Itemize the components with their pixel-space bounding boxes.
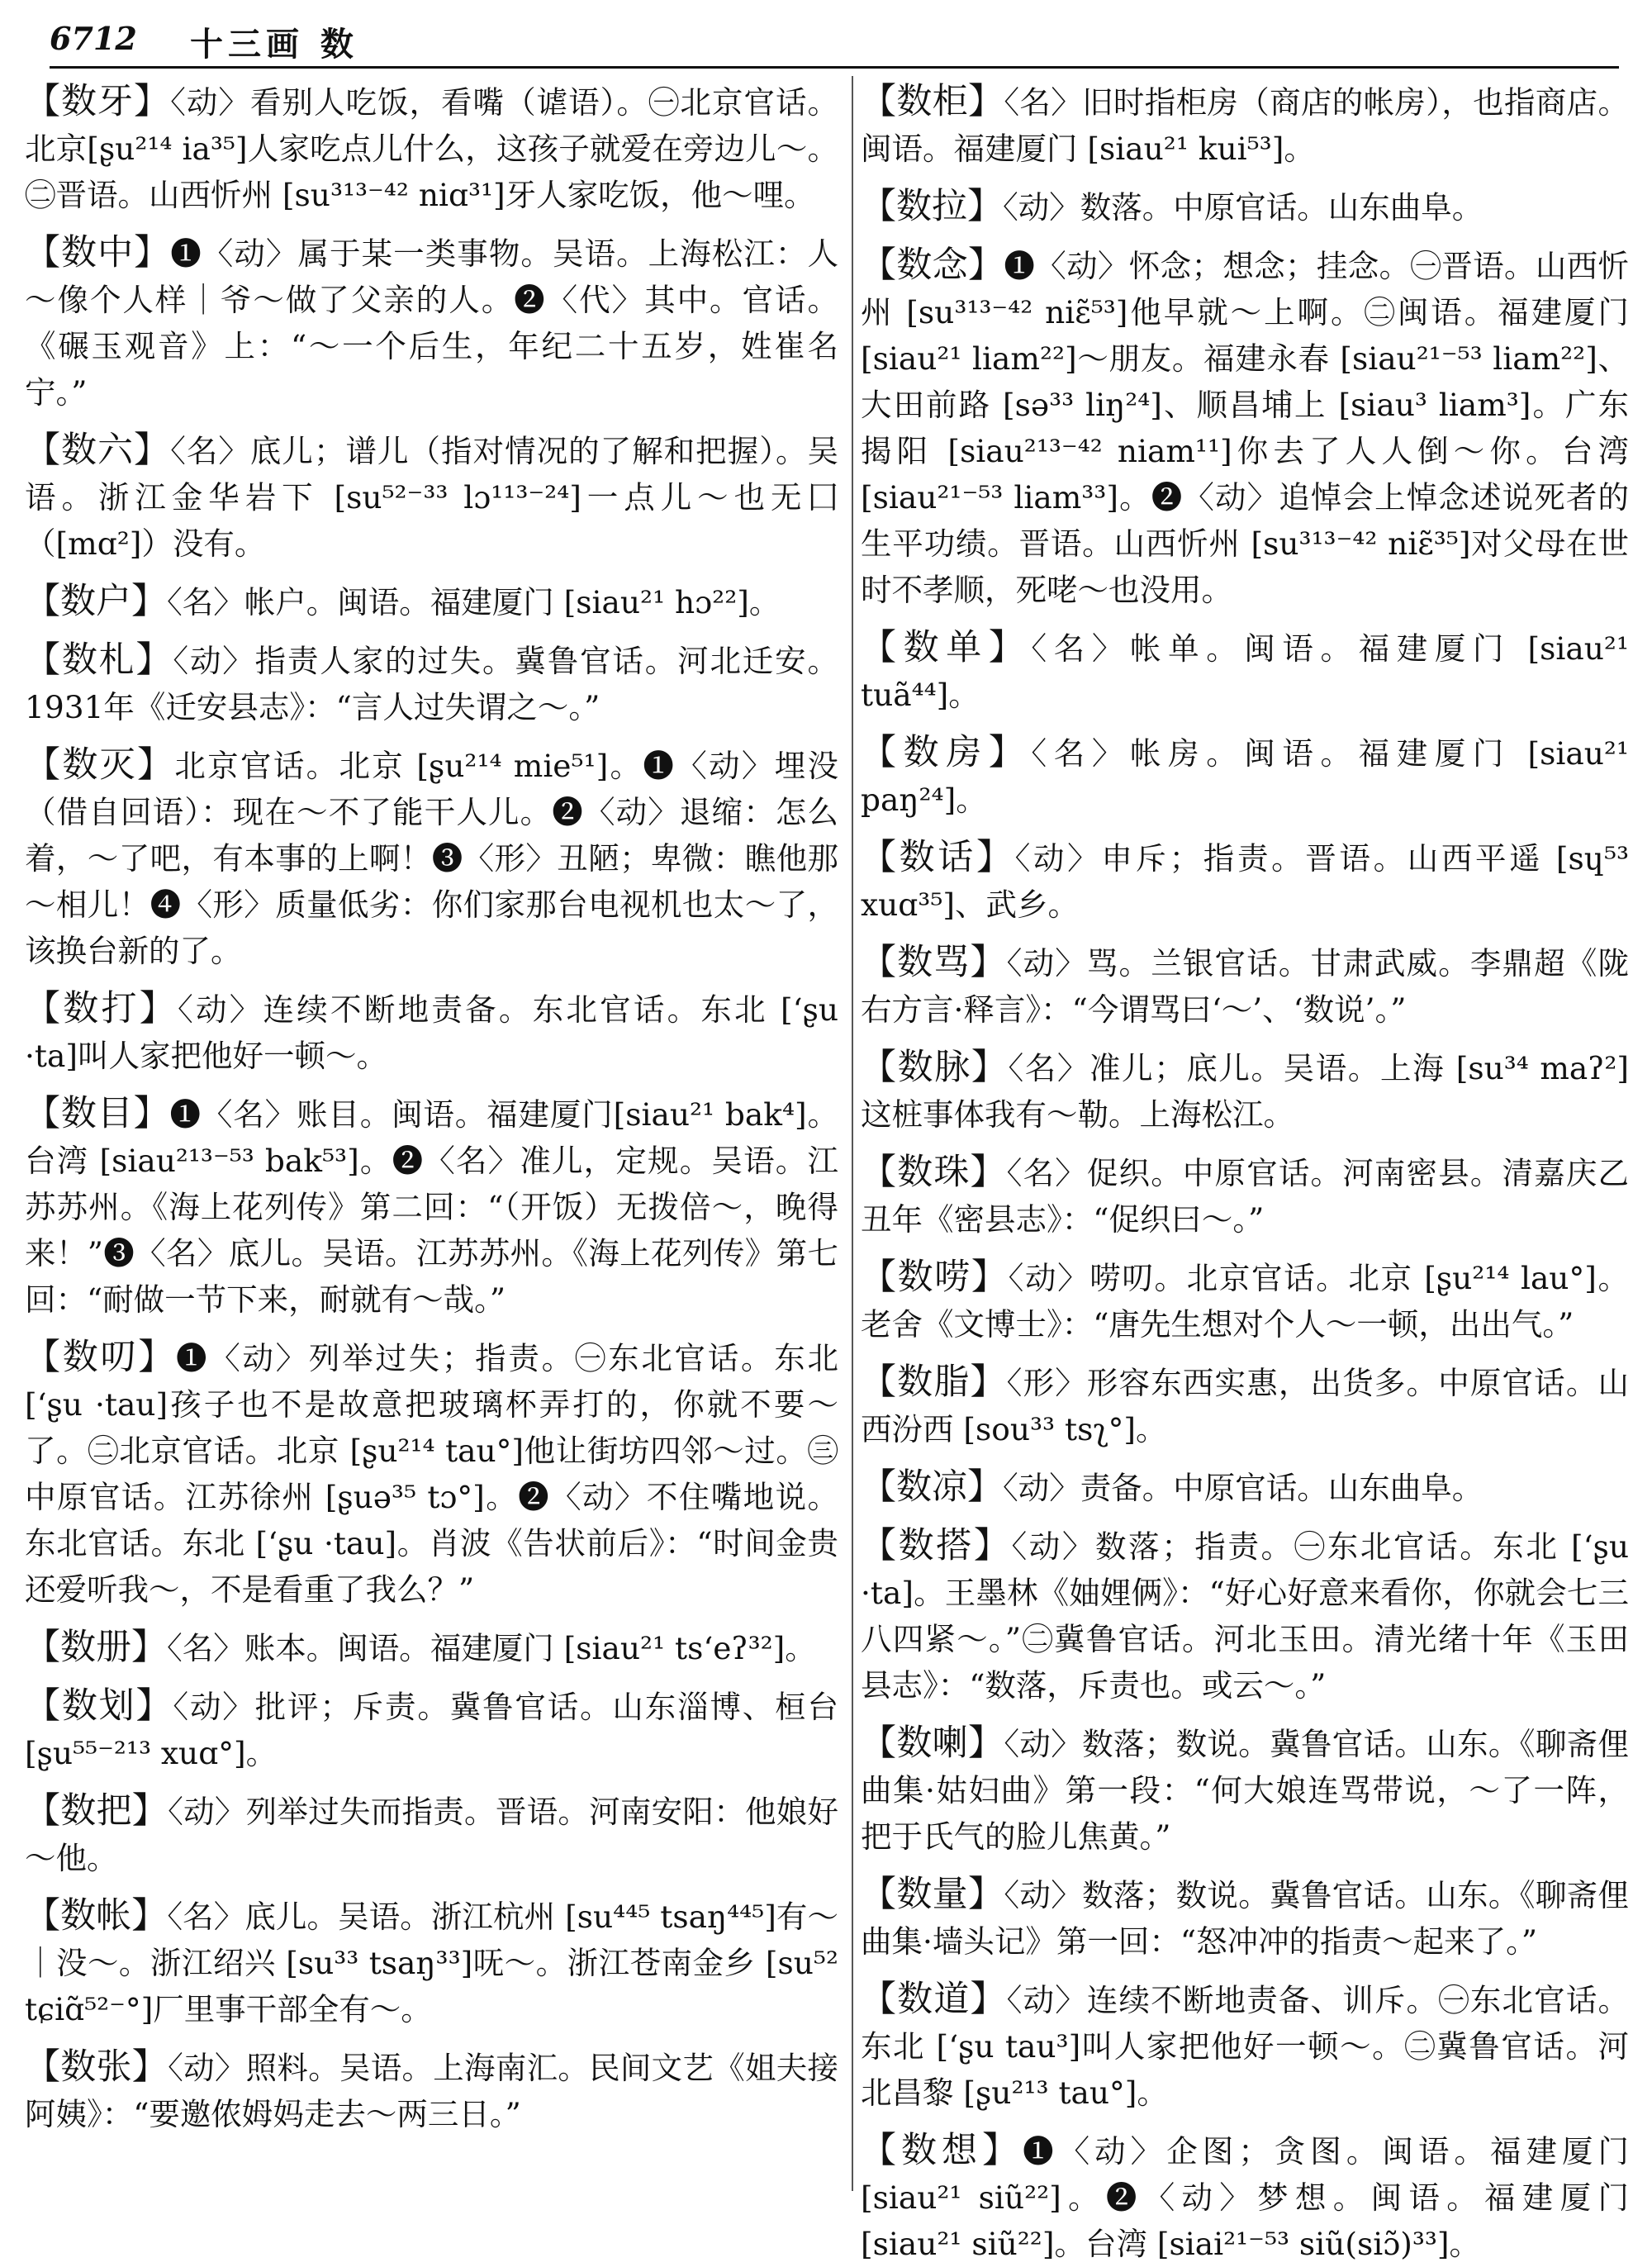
entry-definition: 〈名〉促织。中原官话。河南密县。清嘉庆乙丑年《密县志》：“促织曰～。” bbox=[861, 1155, 1630, 1238]
entry-headword: 【数念】 bbox=[861, 245, 1004, 286]
entry-definition: 〈名〉帐单。闽语。福建厦门 [siau²¹ tuã⁴⁴]。 bbox=[861, 630, 1629, 713]
entry-headword: 【数中】 bbox=[25, 232, 171, 273]
entry-definition: 〈动〉数落。中原官话。山东曲阜。 bbox=[1003, 189, 1483, 226]
column-divider bbox=[852, 76, 853, 2191]
section-title: 十三画 数 bbox=[190, 25, 358, 64]
page-header bbox=[50, 15, 1619, 69]
dictionary-entry bbox=[25, 986, 838, 1079]
entry-headword: 【数划】 bbox=[25, 1685, 173, 1727]
dictionary-entry bbox=[861, 1254, 1629, 1347]
dictionary-entry bbox=[25, 1091, 838, 1323]
entry-headword: 【数脂】 bbox=[861, 1362, 1007, 1403]
dictionary-entry bbox=[861, 1976, 1629, 2116]
dictionary-entry bbox=[861, 242, 1629, 613]
page-number: 6712 bbox=[50, 20, 137, 57]
dictionary-entry bbox=[25, 78, 838, 218]
entry-definition: 〈名〉底儿。吴语。浙江杭州 [su⁴⁴⁵ tsaŋ⁴⁴⁵]有～｜没～。浙江绍兴 [su³³ tsaŋ³³]呒～。浙江苍南金乡 [su⁵² tɕiɑ̃⁵²⁻°]厂里事干部全有～。 bbox=[25, 1899, 838, 2027]
entry-headword: 【数单】 bbox=[861, 627, 1032, 668]
entry-definition: 〈动〉数落；指责。㊀东北官话。东北 [ʻʂu ·ta]。王墨林《妯娌俩》：“好心好意来看你，你就会七三八四紧～。”㊁冀鲁官话。河北玉田。清光绪十年《玉田县志》：“数落，斥责也。或云～。” bbox=[861, 1528, 1629, 1704]
dictionary-entry bbox=[25, 230, 838, 416]
entry-headword: 【数册】 bbox=[25, 1627, 167, 1668]
entry-headword: 【数量】 bbox=[861, 1874, 1004, 1915]
dictionary-entry bbox=[861, 1871, 1629, 1965]
right-column bbox=[861, 78, 1630, 2262]
entry-definition: 〈动〉骂。兰银官话。甘肃武威。李鼎超《陇右方言·释言》：“今谓骂曰‘～’、‘数说’。” bbox=[861, 945, 1630, 1028]
entry-definition: 〈名〉帐房。闽语。福建厦门 [siau²¹ paŋ²⁴]。 bbox=[861, 735, 1629, 818]
entry-headword: 【数把】 bbox=[25, 1790, 169, 1832]
dictionary-entry bbox=[25, 1683, 838, 1776]
entry-definition: ❶〈名〉账目。闽语。福建厦门[siau²¹ bak⁴]。台湾 [siau²¹³⁻⁵³ bak⁵³]。❷〈名〉准儿，定规。吴语。江苏苏州。《海上花列传》第二回：“（开饭）无拨倍～，晚得来！”❸〈名〉底儿。吴语。江苏苏州。《海上花列传》第七回：“耐做一节下来，耐就有～哉。” bbox=[25, 1096, 838, 1318]
entry-headword: 【数灭】 bbox=[25, 744, 175, 786]
entry-definition: 〈动〉批评；斥责。冀鲁官话。山东淄博、桓台 [ʂu⁵⁵⁻²¹³ xuɑ°]。 bbox=[25, 1689, 838, 1771]
entry-definition: ❶〈动〉属于某一类事物。吴语。上海松江：人～像个人样｜爷～做了父亲的人。❷〈代〉其中。官话。《碾玉观音》上：“～一个后生，年纪二十五岁，姓崔名宁。” bbox=[25, 235, 838, 411]
dictionary-entry bbox=[861, 1720, 1629, 1860]
entry-definition: 〈动〉唠叨。北京官话。北京 [ʂu²¹⁴ lau°]。老舍《文博士》：“唐先生想对个人～一顿，出出气。” bbox=[861, 1260, 1629, 1343]
entry-definition: 〈动〉责备。中原官话。山东曲阜。 bbox=[1003, 1470, 1483, 1506]
dictionary-entry bbox=[861, 2127, 1629, 2267]
dictionary-entry bbox=[25, 1624, 838, 1671]
dictionary-entry bbox=[861, 1044, 1629, 1138]
left-column bbox=[25, 78, 838, 2210]
entry-headword: 【数房】 bbox=[861, 732, 1032, 773]
dictionary-entry bbox=[861, 625, 1629, 718]
dictionary-entry bbox=[25, 2044, 838, 2137]
entry-definition: 〈动〉指责人家的过失。冀鲁官话。河北迁安。1931年《迁安县志》：“言人过失谓之～。” bbox=[25, 643, 838, 725]
entry-definition: 〈名〉账本。闽语。福建厦门 [siau²¹ tsʻeʔ³²]。 bbox=[167, 1630, 816, 1666]
entry-headword: 【数叨】 bbox=[25, 1337, 176, 1378]
entry-definition: 〈动〉连续不断地责备。东北官话。东北 [ʻʂu ·ta]叫人家把他好一顿～。 bbox=[25, 991, 838, 1074]
entry-definition: 〈名〉旧时指柜房（商店的帐房），也指商店。闽语。福建厦门 [siau²¹ kui⁵³]。 bbox=[861, 84, 1630, 167]
entry-definition: 〈动〉列举过失而指责。晋语。河南安阳：他娘好～他。 bbox=[25, 1794, 839, 1876]
dictionary-entry bbox=[25, 578, 838, 625]
entry-definition: 〈动〉数落；数说。冀鲁官话。山东。《聊斋俚曲集·墙头记》第一回：“怒冲冲的指责～起来了。” bbox=[861, 1877, 1630, 1960]
entry-headword: 【数想】 bbox=[861, 2130, 1023, 2171]
entry-definition: ❶〈动〉怀念；想念；挂念。㊀晋语。山西忻州 [su³¹³⁻⁴² niɛ̃⁵³]他早就～上啊。㊁闽语。福建厦门 [siau²¹ liam²²]～朋友。福建永春 [siau²¹⁻⁵³ liam²²]、大田前路 [sə³³ liŋ²⁴]、顺昌埔上 [siau³ liam³]。广东揭阳 [siau²¹³⁻⁴² niam¹¹]你去了人人倒～你。台湾 [siau²¹⁻⁵³ liam³³]。❷〈动〉追悼会上悼念述说死者的生平功绩。晋语。山西忻州 [su³¹³⁻⁴² niɛ̃³⁵]对父母在世时不孝顺，死咾～也没用。 bbox=[861, 248, 1630, 608]
entry-headword: 【数户】 bbox=[25, 581, 167, 622]
dictionary-entry bbox=[25, 637, 838, 730]
dictionary-entry bbox=[861, 183, 1629, 231]
dictionary-entry bbox=[25, 427, 838, 567]
entry-headword: 【数唠】 bbox=[861, 1257, 1009, 1298]
entry-headword: 【数柜】 bbox=[861, 81, 1004, 122]
entry-headword: 【数话】 bbox=[861, 837, 1015, 878]
dictionary-entry bbox=[861, 730, 1629, 823]
entry-definition: 〈动〉连续不断地责备、训斥。㊀东北官话。东北 [ʻʂu tau³]叫人家把他好一顿～。㊁冀鲁官话。河北昌黎 [ʂu²¹³ tau°]。 bbox=[861, 1982, 1630, 2111]
dictionary-entry bbox=[25, 742, 838, 974]
dictionary-entry bbox=[861, 1464, 1629, 1511]
entry-headword: 【数珠】 bbox=[861, 1152, 1007, 1193]
entry-headword: 【数搭】 bbox=[861, 1525, 1012, 1566]
entry-definition: 北京官话。北京 [ʂu²¹⁴ mie⁵¹]。❶〈动〉埋没（借自回语）：现在～不了能干人儿。❷〈动〉退缩：怎么着，～了吧，有本事的上啊！❸〈形〉丑陋；卑微：瞧他那～相儿！❹〈形〉质量低劣：你们家那台电视机也太～了，该换台新的了。 bbox=[25, 748, 839, 969]
entry-headword: 【数骂】 bbox=[861, 942, 1007, 983]
entry-definition: 〈名〉准儿；底儿。吴语。上海 [su³⁴ maʔ²]这桩事体我有～勒。上海松江。 bbox=[861, 1050, 1630, 1133]
entry-definition: ❶〈动〉列举过失；指责。㊀东北官话。东北 [ʻʂu ·tau]孩子也不是故意把玻璃杯弄打的，你就不要～了。㊁北京官话。北京 [ʂu²¹⁴ tau°]他让街坊四邻～过。㊂中原官话。江苏徐州 [ʂuə³⁵ tɔ°]。❷〈动〉不住嘴地说。东北官话。东北 [ʻʂu ·tau]。肖波《告状前后》：“时间金贵还爱听我～，不是看重了我么？” bbox=[25, 1340, 839, 1608]
entry-headword: 【数打】 bbox=[25, 988, 178, 1029]
entry-definition: 〈名〉底儿；谱儿（指对情况的了解和把握）。吴语。浙江金华岩下 [su⁵²⁻³³ lɔ¹¹³⁻²⁴]一点儿～也无囗（[mɑ²]）没有。 bbox=[25, 433, 839, 562]
entry-headword: 【数道】 bbox=[861, 1979, 1007, 2020]
dictionary-entry bbox=[861, 1359, 1629, 1452]
entry-headword: 【数拉】 bbox=[861, 186, 1003, 227]
dictionary-entry bbox=[861, 1523, 1629, 1709]
entry-definition: 〈名〉帐户。闽语。福建厦门 [siau²¹ hɔ²²]。 bbox=[167, 584, 781, 620]
entry-definition: 〈形〉形容东西实惠，出货多。中原官话。山西汾西 [sou³³ tsʅ°]。 bbox=[861, 1365, 1630, 1447]
dictionary-entry bbox=[25, 1334, 838, 1613]
entry-definition: 〈动〉数落；数说。冀鲁官话。山东。《聊斋俚曲集·姑妇曲》第一段：“何大娘连骂带说，～了一阵，把于氏气的脸儿焦黄。” bbox=[861, 1726, 1630, 1855]
entry-headword: 【数目】 bbox=[25, 1093, 170, 1134]
entry-definition: 〈动〉申斥；指责。晋语。山西平遥 [sɥ⁵³ xuɑ³⁵]、武乡。 bbox=[861, 840, 1630, 923]
dictionary-entry bbox=[861, 834, 1629, 928]
entry-headword: 【数帐】 bbox=[25, 1895, 168, 1937]
entry-headword: 【数札】 bbox=[25, 639, 173, 681]
dictionary-entry bbox=[861, 939, 1629, 1033]
entry-headword: 【数六】 bbox=[25, 430, 171, 471]
entry-headword: 【数凉】 bbox=[861, 1466, 1003, 1508]
entry-definition: 〈动〉看别人吃饭，看嘴（谑语）。㊀北京官话。北京[ʂu²¹⁴ ia³⁵]人家吃点儿什么，这孩子就爱在旁边儿～。㊁晋语。山西忻州 [su³¹³⁻⁴² niɑ³¹]牙人家吃饭，他～哩。 bbox=[25, 84, 839, 213]
dictionary-entry bbox=[25, 1893, 838, 2032]
dictionary-entry bbox=[25, 1788, 838, 1881]
entry-headword: 【数脉】 bbox=[861, 1047, 1009, 1088]
entry-headword: 【数喇】 bbox=[861, 1723, 1004, 1764]
entry-headword: 【数牙】 bbox=[25, 81, 171, 122]
dictionary-entry bbox=[861, 1149, 1629, 1243]
entry-definition: 〈动〉照料。吴语。上海南汇。民间文艺《姐夫接阿姨》：“要邀侬姆妈走去～两三日。” bbox=[25, 2050, 839, 2132]
entry-headword: 【数张】 bbox=[25, 2046, 169, 2088]
entry-definition: ❶〈动〉企图；贪图。闽语。福建厦门 [siau²¹ siũ²²]。❷〈动〉梦想。闽语。福建厦门 [siau²¹ siũ²²]。台湾 [siai²¹⁻⁵³ siũ(siɔ̃)³³]。 bbox=[861, 2133, 1630, 2262]
dictionary-entry bbox=[861, 78, 1629, 172]
